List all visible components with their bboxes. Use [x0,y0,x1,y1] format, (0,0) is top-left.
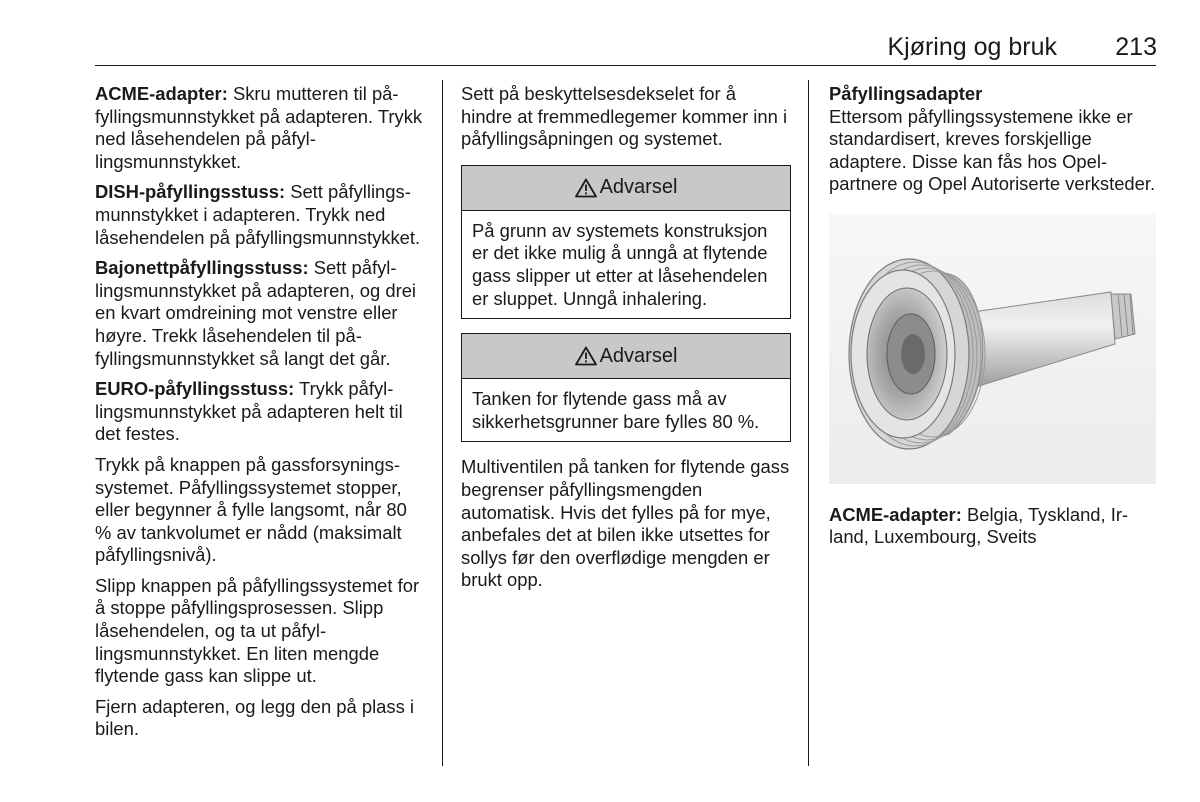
paragraph: Slipp knappen på påfyllingssystemet for å stoppe påfyllingsprosessen. Slipp låsehendelen, og ta ut påfyllingsmunnstykket. En liten mengde flytende gass kan slippe ut. [95,574,420,687]
column-2 [461,83,791,600]
paragraph-text: Sett påfyllingsmunnstykket i adapteren. Trykk ned låsehendelen på påfyllingsmunnstykket. [95,181,421,248]
warning-triangle-icon [575,346,597,366]
paragraph: Ettersom påfyllingssystemene ikke er standardisert, kreves forskjellige adaptere. Disse kan fås hos Opelpartnere og Opel Autoriserte verksteder. [829,105,1156,195]
caption-text: Belgia, Tyskland, Irland, Luxembourg, Sveits [829,503,1129,548]
paragraph: Multiventilen på tanken for flytende gass begrenser påfyllingsmengden automatisk. Hvis det fylles på for mye, anbefales det at bilen ikke utsettes for sollys før den overflødige mengden er brukt opp. [461,456,790,591]
section-title: Kjøring og bruk [887,33,1057,61]
term: EURO-påfyllingsstuss: [95,378,295,400]
warning-box [461,333,791,442]
paragraph-text: Trykk påfyllingsmunnstykket på adapteren helt til det festes. [95,378,403,445]
paragraph [95,257,425,370]
term: Bajonettpåfyllingsstuss: [95,257,309,279]
warning-header [462,334,790,379]
paragraph [95,181,425,249]
term: ACME-adapter: [95,83,228,104]
column-3 [829,83,1159,557]
page-number: 213 [1115,33,1157,61]
column-divider [808,80,809,766]
acme-adapter-illustration [829,214,1156,484]
header-rule [95,65,1156,66]
paragraph [95,83,425,173]
warning-text: På grunn av systemets konstruksjon er det ikke mulig å unngå at flytende gass slipper ut etter at låsehendelen er sluppet. Unngå inhalering. [472,219,768,309]
paragraph: Sett på beskyttelsesdekselet for å hindre at fremmedlegemer kommer inn i påfyllingsåpningen og systemet. [461,83,788,150]
figure-caption [829,504,1159,549]
term: ACME-adapter: [829,503,962,525]
paragraph: Trykk på knappen på gassforsyningssystemet. Påfyllingssystemet stopper, eller begynner å fylle langsomt, når 80 % av tankvolumet er nådd (maksimalt påfyllingsnivå). [95,453,407,566]
warning-triangle-icon [575,178,597,198]
paragraph [95,378,425,446]
paragraph-text: Skru mutteren til påfyllingsmunnstykket på adapteren. Trykk ned låsehendelen på påfyllingsmunnstykket. [95,83,423,172]
paragraph: Fjern adapteren, og legg den på plass i bilen. [95,695,414,740]
warning-box [461,165,791,319]
warning-text: Tanken for flytende gass må av sikkerhetsgrunner bare fylles 80 %. [472,388,760,432]
term: DISH-påfyllingsstuss: [95,181,286,203]
warning-title: Advarsel [599,176,678,199]
warning-header [462,166,790,211]
section-heading: Påfyllingsadapter [829,83,983,104]
column-divider [442,80,443,766]
column-1 [95,83,425,749]
paragraph-text: Sett påfyllingsmunnstykket på adapteren, og drei en kvart omdreining mot venstre eller høyre. Trekk låsehendelen til påfyllingsmunnstykket så langt det går. [95,257,417,369]
warning-title: Advarsel [599,344,678,367]
